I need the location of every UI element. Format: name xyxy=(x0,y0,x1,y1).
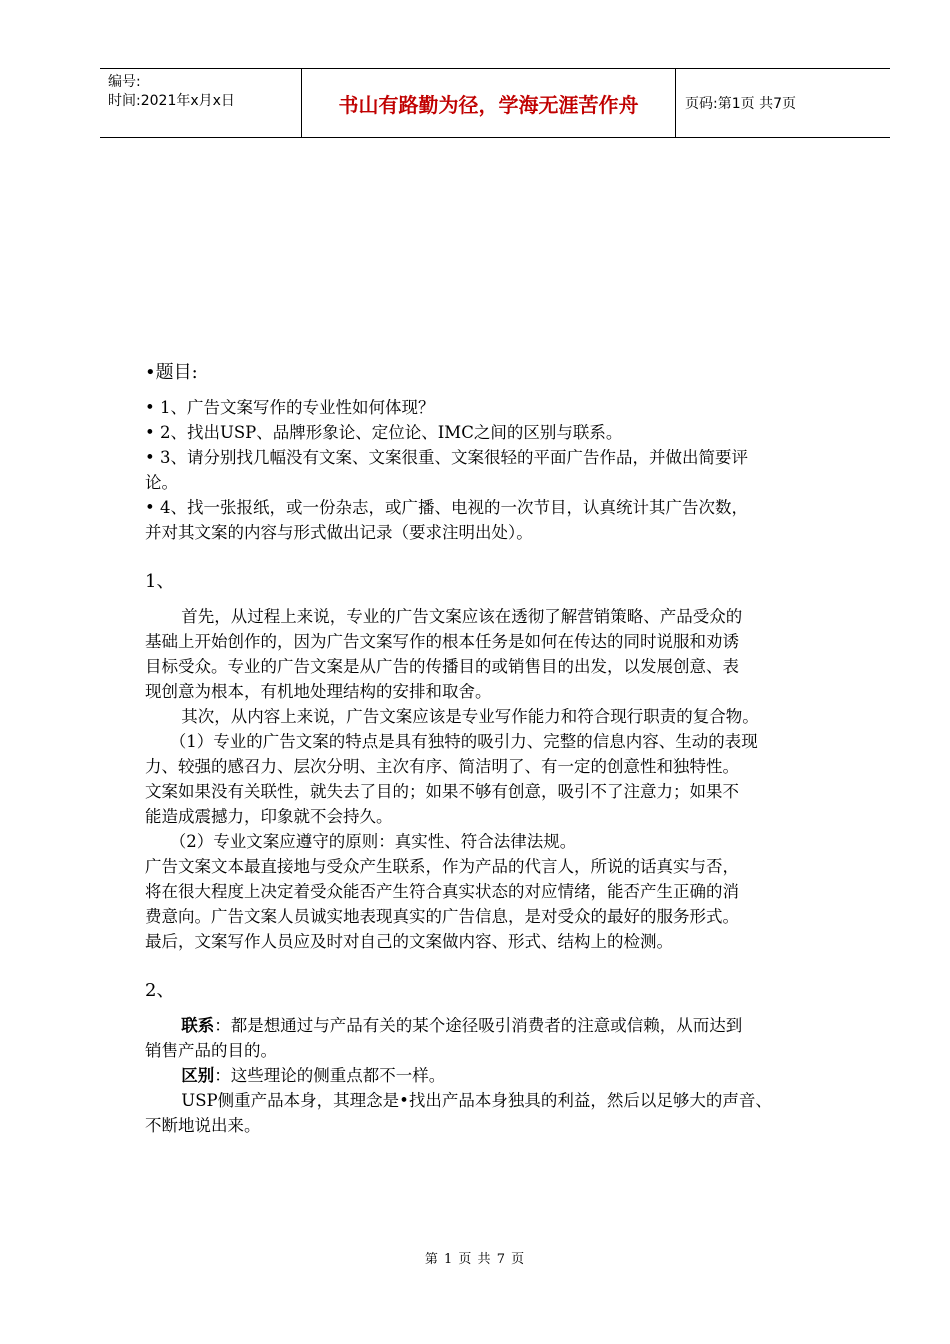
header-meta xyxy=(100,69,300,137)
answer-1-para-1-line-3: 目标受众。专业的广告文案是从广告的传播目的或销售目的出发，以发展创意、表 xyxy=(145,657,739,676)
header-motto: 书山有路勤为径，学海无涯苦作舟 xyxy=(301,69,676,137)
answer-1-para-3-line-3: 费意向。广告文案人员诚实地表现真实的广告信息，是对受众的最好的服务形式。 xyxy=(145,907,739,926)
diff-label: 区别 xyxy=(181,1066,215,1085)
question-4: • 4、找一张报纸，或一份杂志，或广播、电视的一次节目，认真统计其广告次数， xyxy=(145,498,748,517)
answer-1-para-1-line-1: 首先，从过程上来说，专业的广告文案应该在透彻了解营销策略、产品受众的 xyxy=(181,607,743,626)
question-3-cont: 论。 xyxy=(145,473,178,492)
answer-2-link-line-2: 销售产品的目的。 xyxy=(145,1041,277,1060)
answer-2-usp-line-2: 不断地说出来。 xyxy=(145,1116,261,1135)
answer-2-usp-line-1: USP侧重产品本身，其理念是•找出产品本身独具的利益，然后以足够大的声音、 xyxy=(181,1091,772,1110)
answer-1-para-1-line-4: 现创意为根本，有机地处理结构的安排和取舍。 xyxy=(145,682,492,701)
section-title: •题目: xyxy=(145,362,198,383)
answer-1-para-3-line-4: 最后，文案写作人员应及时对自己的文案做内容、形式、结构上的检测。 xyxy=(145,932,673,951)
answer-1-para-3-line-2: 将在很大程度上决定着受众能否产生符合真实状态的对应情绪，能否产生正确的消 xyxy=(145,882,739,901)
answer-1-point-1-line-4: 能造成震撼力，印象就不会持久。 xyxy=(145,807,393,826)
answer-2-link-line-1 xyxy=(145,1013,855,1038)
answer-1-heading: 1、 xyxy=(145,571,175,592)
answer-1-para-1-line-2: 基础上开始创作的，因为广告文案写作的根本任务是如何在传达的同时说服和劝诱 xyxy=(145,632,739,651)
question-2: • 2、找出USP、品牌形象论、定位论、IMC之间的区别与联系。 xyxy=(145,423,623,442)
question-4-cont: 并对其文案的内容与形式做出记录（要求注明出处）。 xyxy=(145,523,533,542)
answer-2-diff-line xyxy=(145,1063,855,1088)
diff-text: ：这些理论的侧重点都不一样。 xyxy=(214,1066,446,1085)
header-page-info: 页码:第1页 共7页 xyxy=(685,96,796,112)
answer-1-para-3-line-1: 广告文案文本最直接地与受众产生联系，作为产品的代言人，所说的话真实与否， xyxy=(145,857,739,876)
answer-2-heading: 2、 xyxy=(145,980,175,1001)
code-label: 编号: xyxy=(108,74,141,90)
question-3: • 3、请分别找几幅没有文案、文案很重、文案很轻的平面广告作品，并做出简要评 xyxy=(145,448,748,467)
answer-1-point-1-line-2: 力、较强的感召力、层次分明、主次有序、简洁明了、有一定的创意性和独特性。 xyxy=(145,757,739,776)
answer-1-para-2: 其次，从内容上来说，广告文案应该是专业写作能力和符合现行职责的复合物。 xyxy=(181,707,759,726)
page-header xyxy=(100,68,890,138)
link-label: 联系 xyxy=(181,1016,215,1035)
answer-1-point-1-line-1: （1）专业的广告文案的特点是具有独特的吸引力、完整的信息内容、生动的表现 xyxy=(169,732,758,751)
page-footer: 第 1 页 共 7 页 xyxy=(424,1252,526,1267)
link-text: ：都是想通过与产品有关的某个途径吸引消费者的注意或信赖，从而达到 xyxy=(214,1016,743,1035)
document-body xyxy=(145,360,855,1138)
answer-1-point-2: （2）专业文案应遵守的原则：真实性、符合法律法规。 xyxy=(169,832,577,851)
question-1: • 1、广告文案写作的专业性如何体现？ xyxy=(145,398,435,417)
answer-1-point-1-line-3: 文案如果没有关联性，就失去了目的；如果不够有创意，吸引不了注意力；如果不 xyxy=(145,782,739,801)
time-label: 时间:2021年x月x日 xyxy=(108,93,235,109)
